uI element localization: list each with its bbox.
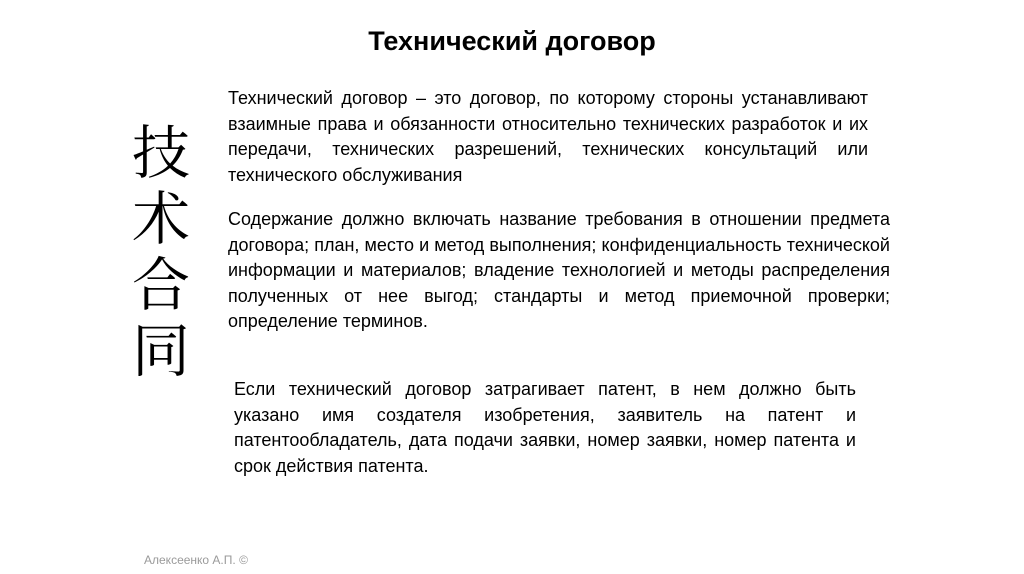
cjk-char: 技 (131, 119, 190, 187)
author-footer: Алексеенко А.П. © (144, 553, 248, 567)
definition-paragraph: Технический договор – это договор, по которому стороны устанавливают взаимные права и обязанности относительно технических разработок и их передачи, технических разрешений, технических консультаций или технического обслуживания (228, 88, 868, 185)
chinese-characters (128, 120, 194, 384)
cjk-char: 同 (131, 317, 190, 385)
content-paragraph: Содержание должно включать название требования в отношении предмета договора; план, место и метод выполнения; конфиденциальность технической информации и материалов; владение технологией и методы распределения полученных от нее выгод; стандарты и метод приемочной проверки; определение терминов. (228, 209, 890, 331)
slide-title: Технический договор (368, 26, 656, 56)
patent-paragraph: Если технический договор затрагивает патент, в нем должно быть указано имя создателя изобретения, заявитель на патент и патентообладатель, дата подачи заявки, номер заявки, номер патента и срок действия патента. (234, 379, 856, 476)
cjk-char: 术 (131, 185, 190, 253)
cjk-char: 合 (131, 251, 190, 319)
